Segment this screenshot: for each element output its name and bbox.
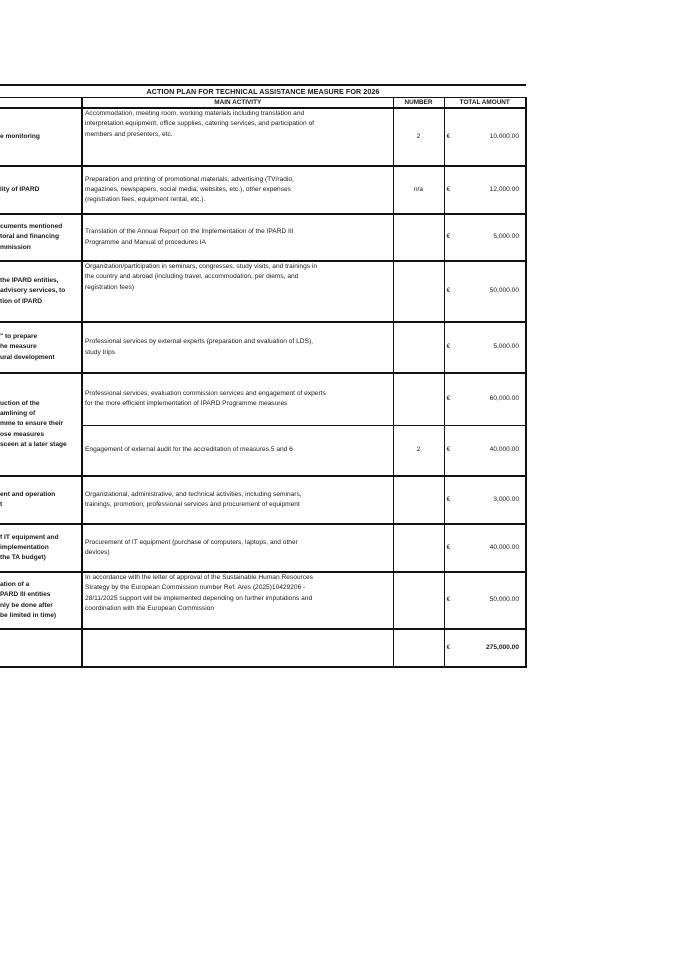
currency-symbol-line: € [446,495,451,503]
main-activity-cell-line: registration fees) [85,283,135,291]
measure-description [0,373,82,476]
measure-description-line: nly be done after [0,601,53,609]
main-activity-cell [82,261,393,322]
table-header-row [0,98,526,109]
main-activity-cell-line: study trips [85,348,116,356]
measure-description-line: cuments mentioned [0,223,63,231]
number-cell-line: n/a [413,185,424,193]
main-activity-cell-line: Professional services by external experts (preparation and evaluation of LDS), [85,338,313,346]
main-activity-cell-line: magazines, newspapers, social media, websites, etc.), other expenses [85,185,291,193]
main-activity-cell [82,373,393,425]
measure-description-line: ation of a [0,580,30,588]
currency-symbol [444,166,460,214]
amount-cell-line: 40,000.00 [489,543,519,551]
main-activity-cell-line: for the more efficient implementation of IPARD Programme measures [85,400,288,408]
measure-description-line: the TA budget) [0,554,46,562]
measure-description-line: t [0,501,3,508]
amount-cell-line: 3,000.00 [493,495,519,503]
amount-cell-line: 50,000.00 [489,287,519,295]
amount-cell [460,572,526,629]
main-activity-cell-line: devices) [85,549,110,556]
currency-symbol-line: € [446,132,451,140]
measure-description-line: " to prepare [0,333,38,341]
measure-description [0,476,82,524]
number-cell [393,373,444,425]
measure-description-line: ose measures [0,430,44,438]
main-activity-cell [82,108,393,166]
table-row [0,572,526,629]
measure-description-line: PARD III entities [0,591,51,599]
amount-cell [460,373,526,425]
amount-cell-line: 40,000.00 [489,446,519,454]
amount-cell [460,261,526,322]
table-row [0,261,526,322]
number-cell [393,572,444,629]
currency-symbol-line: € [446,185,451,193]
table-row [0,166,526,214]
main-activity-cell-line: In accordance with the letter of approval of the Sustainable Human Resources [85,574,313,581]
main-activity-cell-line: Organization/participation in seminars, congresses, study visits, and trainings in [85,263,317,270]
number-cell [393,108,444,166]
main-activity-cell-line: Preparation and printing of promotional materials, advertising (TV/radio, [85,175,294,183]
header-total-amount: TOTAL AMOUNT [444,98,526,109]
total-amount-cell [460,629,526,667]
currency-symbol [444,108,460,166]
currency-symbol-line: € [446,233,451,241]
measure-description-line: ural development [0,353,55,361]
amount-cell-line: 5,000.00 [493,233,519,241]
currency-symbol [444,572,460,629]
currency-symbol [444,524,460,572]
main-activity-cell [82,524,393,572]
currency-symbol [444,629,460,667]
measure-description [0,108,82,166]
measure-description-line: ent and operation [0,490,56,498]
currency-symbol-line: € [446,343,451,351]
currency-symbol-line: € [446,596,451,604]
header-number: NUMBER [393,98,444,109]
amount-cell-line: 12,000.00 [489,185,519,193]
number-cell [393,322,444,373]
main-activity-cell [82,572,393,629]
total-amount-cell-line: 275,000.00 [485,643,519,651]
total-number-blank [393,629,444,667]
table-row [0,108,526,166]
number-cell-line: 2 [416,446,421,454]
amount-cell [460,322,526,373]
amount-cell-line: 5,000.00 [493,343,519,351]
main-activity-cell-line: trainings, promotion, professional services and procurement of equipment [85,501,300,508]
number-cell [393,261,444,322]
measure-description [0,322,82,373]
number-cell-line: 2 [416,132,421,140]
amount-cell-line: 60,000.00 [489,395,519,403]
total-activity-blank [82,629,393,667]
measure-description-line: lity of IPARD [0,185,40,193]
amount-cell [460,524,526,572]
amount-cell-line: 50,000.00 [489,596,519,604]
action-plan-table [0,97,527,668]
main-activity-cell-line: interpretation equipment, office supplies, catering services, and participation of [85,120,314,128]
measure-description-line: mme to ensure their [0,420,64,428]
currency-symbol-line: € [446,395,451,403]
main-activity-cell [82,166,393,214]
measure-description [0,166,82,214]
measure-description [0,261,82,322]
main-activity-cell [82,476,393,524]
amount-cell [460,166,526,214]
amount-cell [460,108,526,166]
measure-description-line: amlining of [0,410,36,418]
measure-description-line: be limited in time) [0,611,57,619]
main-activity-cell-line: coordination with the European Commission [85,604,215,612]
header-main-activity: MAIN ACTIVITY [82,98,393,109]
currency-symbol-line: € [446,543,451,551]
title-top-rule [0,84,526,86]
header-left-blank [0,98,82,109]
main-activity-cell-line: (registration fees, equipment rental, etc.). [85,196,206,204]
measure-description-line: toral and financing [0,233,59,241]
currency-symbol [444,425,460,476]
amount-cell [460,214,526,261]
currency-symbol [444,261,460,322]
currency-symbol [444,214,460,261]
main-activity-cell-line: Professional services, evaluation commission services and engagement of experts [85,389,326,397]
main-activity-cell-line: Programme and Manual of procedures IA [85,238,206,246]
measure-description-line: tion of IPARD [0,297,42,305]
document-title: ACTION PLAN FOR TECHNICAL ASSISTANCE MEASURE FOR 2026 [146,87,380,96]
main-activity-cell-line: Translation of the Annual Report on the Implementation of the IPARD III [85,228,294,236]
main-activity-cell-line: members and presenters, etc. [85,130,173,138]
number-cell [393,166,444,214]
main-activity-cell-line: Strategy by the European Commission number Ref. Ares (2025)10429206 - [85,584,306,592]
main-activity-cell-line: 28/11/2025 support will be implemented depending on further imputations and [85,594,313,602]
currency-symbol-line: € [446,643,451,651]
total-left-blank [0,629,82,667]
amount-cell [460,425,526,476]
measure-description-line: uction of the [0,399,40,407]
measure-description-line: he measure [0,343,37,351]
amount-cell-line: 10,000.00 [489,132,519,140]
total-row [0,629,526,667]
main-activity-cell-line: Accommodation, meeting room, working materials including translation and [85,110,305,117]
table-row [0,214,526,261]
measure-description-line: e monitoring [0,132,40,140]
measure-description-line: the IPARD entities, [0,277,59,285]
main-activity-cell-line: Engagement of external audit for the accreditation of measures 5 and 6 [85,446,293,454]
table-row [0,322,526,373]
main-activity-cell [82,322,393,373]
main-activity-cell [82,214,393,261]
number-cell [393,524,444,572]
measure-description [0,572,82,629]
number-cell [393,214,444,261]
table-row [0,373,526,425]
amount-cell [460,476,526,524]
measure-description-line: advisory services, to [0,287,66,295]
main-activity-cell [82,425,393,476]
currency-symbol [444,373,460,425]
measure-description-line: f IT equipment and [0,533,59,541]
measure-description-line: mmission [0,243,31,251]
table-row [0,524,526,572]
measure-description [0,214,82,261]
currency-symbol-line: € [446,446,451,454]
main-activity-cell-line: the country and abroad (including travel, accommodation, per diems, and [85,273,299,281]
currency-symbol [444,476,460,524]
currency-symbol [444,322,460,373]
number-cell [393,425,444,476]
currency-symbol-line: € [446,287,451,295]
measure-description [0,524,82,572]
number-cell [393,476,444,524]
main-activity-cell-line: Procurement of IT equipment (purchase of computers, laptops, and other [85,538,298,546]
measure-description-line: implementation [0,543,49,551]
main-activity-cell-line: Organizational, administrative, and technical activities, including seminars, [85,490,302,498]
table-row [0,476,526,524]
measure-description-line: sceen at a later stage [0,440,67,448]
